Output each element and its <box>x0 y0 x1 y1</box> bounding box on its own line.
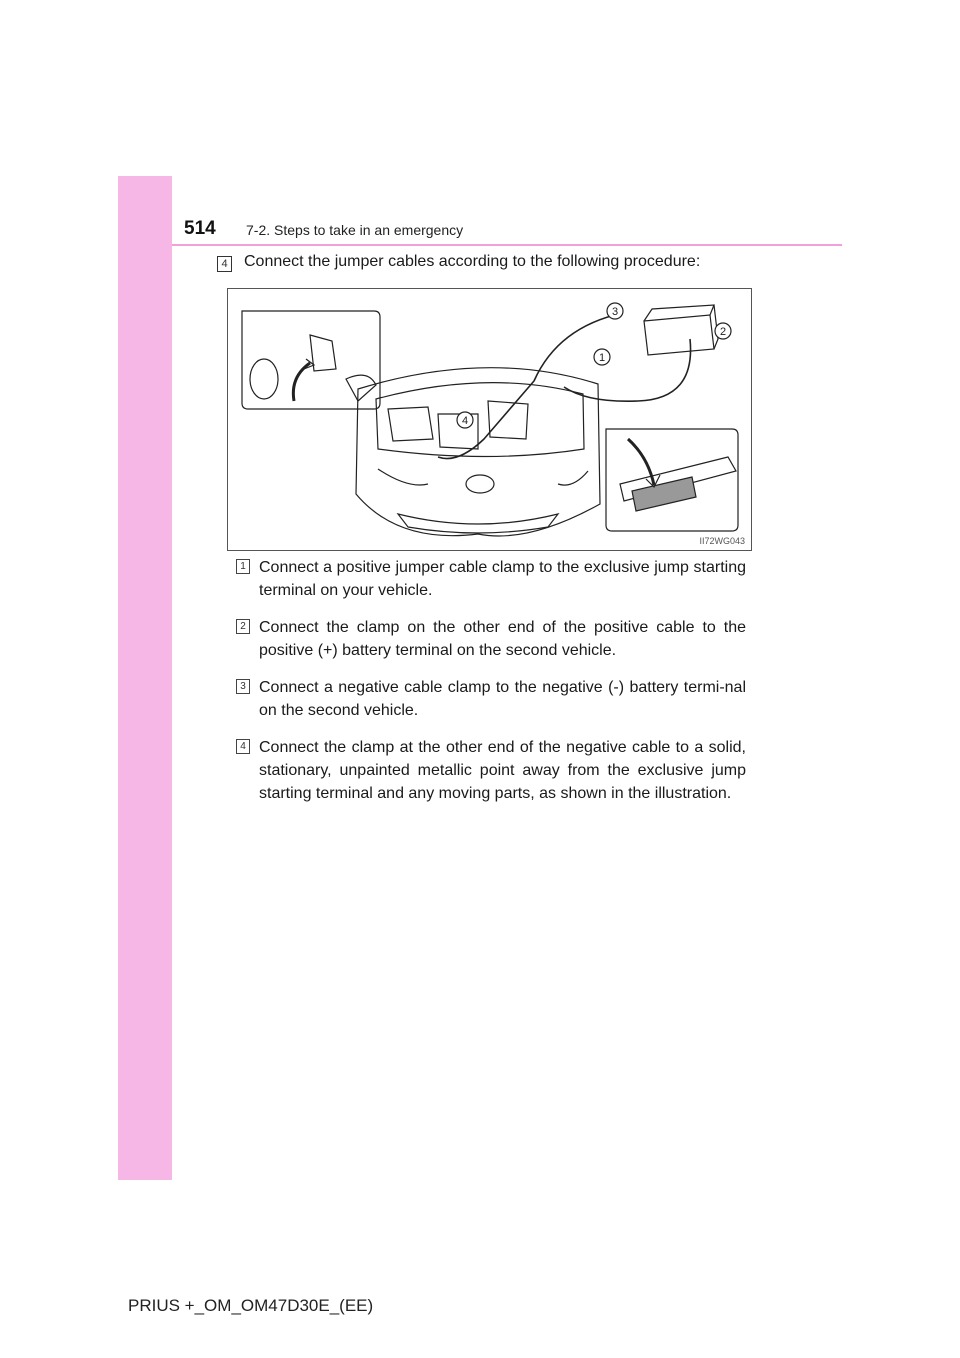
item-number-box: 1 <box>236 559 250 574</box>
page-number: 514 <box>184 218 216 239</box>
list-item <box>236 616 746 662</box>
item-text: Connect the clamp at the other end of the negative cable to a solid, stationary, unpainted metallic point away from the exclusive jump starting terminal and any moving parts, as shown in the illustration. <box>259 739 746 802</box>
item-number-box: 4 <box>236 739 250 754</box>
item-number-box: 3 <box>236 679 250 694</box>
item-number-box: 2 <box>236 619 250 634</box>
header-rule <box>172 244 842 246</box>
document-footer: PRIUS +_OM_OM47D30E_(EE) <box>128 1296 374 1315</box>
callout-3: 3 <box>611 306 619 318</box>
callout-2: 2 <box>719 326 727 338</box>
callout-1: 1 <box>598 352 606 364</box>
chapter-side-band <box>118 176 172 1180</box>
car-engine-bay-drawing <box>228 289 751 550</box>
section-title: 7-2. Steps to take in an emergency <box>246 222 464 238</box>
item-text: Connect a positive jumper cable clamp to the exclusive jump starting terminal on your vehicle. <box>259 559 746 599</box>
item-text: Connect the clamp on the other end of the positive cable to the positive (+) battery terminal on the second vehicle. <box>259 619 746 659</box>
list-item <box>236 556 746 602</box>
procedure-list <box>236 556 746 819</box>
list-item <box>236 736 746 805</box>
list-item <box>236 676 746 722</box>
callout-4: 4 <box>461 415 469 427</box>
step-number-box: 4 <box>217 256 232 272</box>
figure-code: II72WG043 <box>699 536 745 546</box>
item-text: Connect a negative cable clamp to the negative (-) battery termi-nal on the second vehicle. <box>259 679 746 719</box>
jump-start-illustration <box>227 288 752 551</box>
step-instruction: Connect the jumper cables according to the following procedure: <box>244 253 701 270</box>
